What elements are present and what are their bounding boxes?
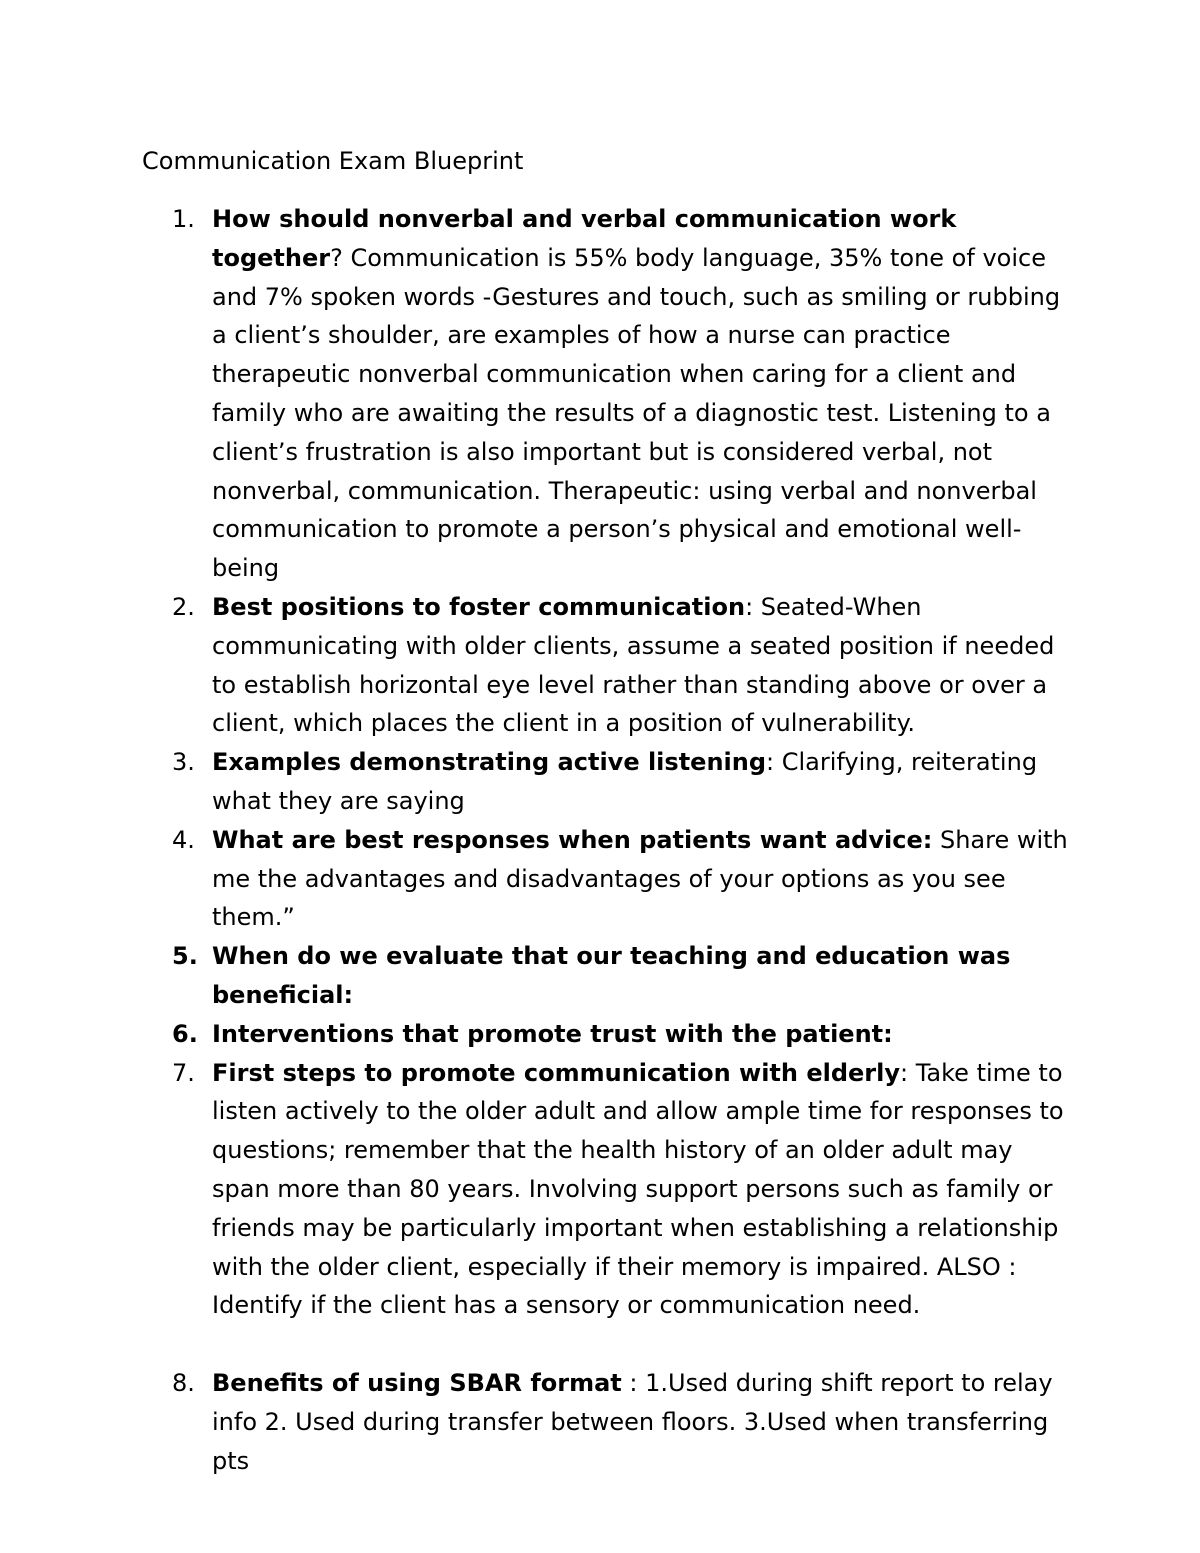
item-question: Best positions to foster communication — [212, 592, 746, 621]
item-number: 2. — [172, 592, 195, 621]
question-list — [142, 200, 1072, 1480]
list-item — [142, 1054, 1072, 1326]
item-number: 7. — [172, 1058, 195, 1087]
item-answer: : Seated-When communicating with older clients, assume a seated position if needed to establish horizontal eye level rather than standing above or over a client, which places the client in a position of vulnerability. — [212, 592, 1055, 738]
item-number: 4. — [172, 825, 195, 854]
document-title: Communication Exam Blueprint — [142, 147, 524, 175]
item-question: What are best responses when patients want advice: — [212, 825, 933, 854]
list-item — [142, 743, 1072, 821]
list-item — [142, 200, 1072, 588]
item-question: When do we evaluate that our teaching and education was beneficial: — [212, 942, 1011, 1009]
item-number: 5. — [172, 942, 198, 971]
item-answer: Share with me the advantages and disadvantages of your options as you see them.” — [212, 825, 1068, 932]
item-answer: : Take time to listen actively to the older adult and allow ample time for responses to questions; remember that the health history of an older adult may span more than 80 years. Involving support persons such as family or friends may be particularly important when establishing a relationship with the older client, especially if their memory is impaired. ALSO : Identify if the client has a sensory or communication need. — [212, 1058, 1064, 1320]
item-question: Benefits of using SBAR format — [212, 1368, 622, 1397]
item-number: 6. — [172, 1019, 198, 1048]
item-question: How should nonverbal and verbal communication work together — [212, 205, 957, 272]
item-question: Interventions that promote trust with the patient: — [212, 1019, 893, 1048]
item-answer: ? Communication is 55% body language, 35% tone of voice and 7% spoken words -Gestures and touch, such as smiling or rubbing a client’s shoulder, are examples of how a nurse can practice therapeutic nonverbal communication when caring for a client and family who are awaiting the results of a diagnostic test. Listening to a client’s frustration is also important but is considered verbal, not nonverbal, communication. Therapeutic: using verbal and nonverbal communication to promote a person’s physical and emotional well-being — [212, 243, 1061, 583]
item-number: 1. — [172, 205, 195, 233]
item-number: 3. — [172, 748, 195, 777]
list-item — [142, 588, 1072, 743]
item-question: First steps to promote communication with elderly — [212, 1058, 901, 1087]
list-item — [142, 1364, 1072, 1480]
item-answer: : Clarifying, reiterating what they are saying — [212, 748, 1038, 815]
item-answer: : 1.Used during shift report to relay info 2. Used during transfer between floors. 3.Used when transferring pts — [212, 1368, 1053, 1475]
list-item — [142, 1015, 1072, 1054]
item-question: Examples demonstrating active listening — [212, 748, 767, 777]
list-item — [142, 937, 1072, 1015]
item-number: 8. — [172, 1368, 195, 1397]
list-item — [142, 821, 1072, 937]
